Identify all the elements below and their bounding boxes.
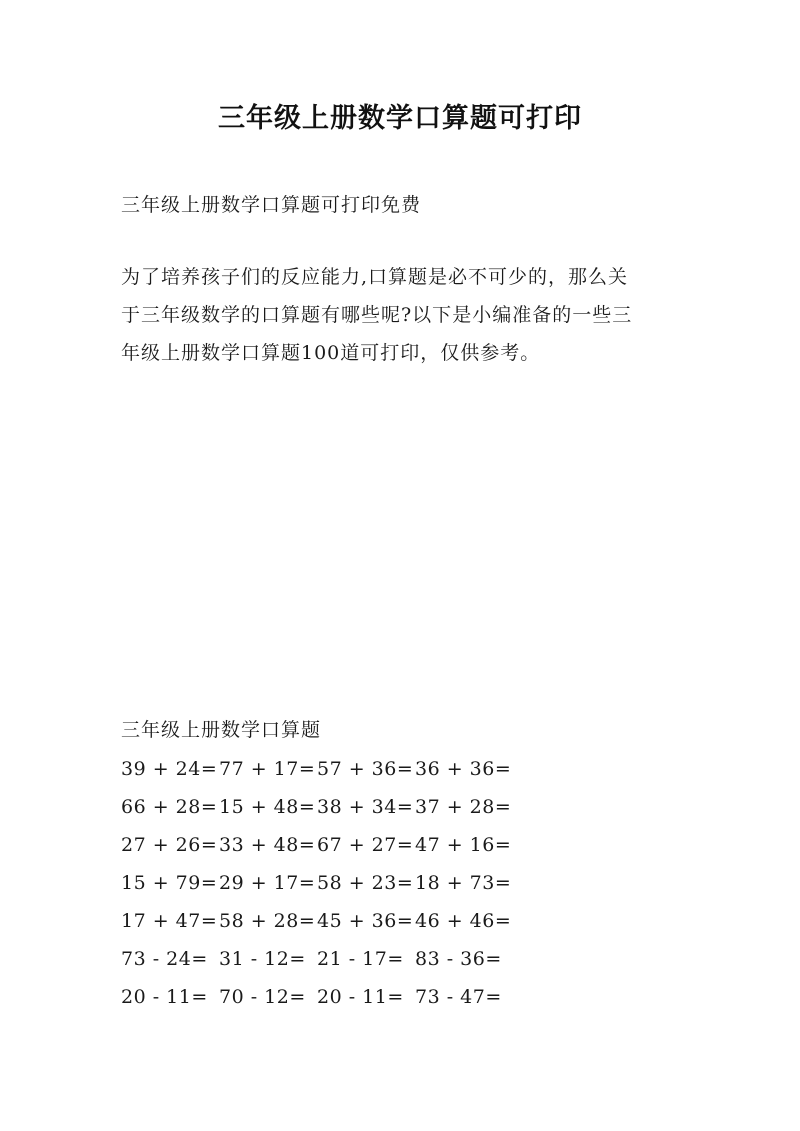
problem-item: 15 + 79=: [121, 872, 218, 894]
problem-item: 29 + 17=: [219, 872, 316, 894]
document-subtitle: 三年级上册数学口算题可打印免费: [121, 194, 422, 216]
problem-item: 33 + 48=: [219, 834, 316, 856]
problem-row: [121, 864, 513, 902]
intro-paragraph: [121, 258, 681, 372]
problem-item: 20 - 11=: [121, 986, 208, 1008]
problem-item: 70 - 12=: [219, 986, 306, 1008]
intro-line: 年级上册数学口算题100道可打印，仅供参考。: [121, 342, 541, 364]
problem-item: 67 + 27=: [317, 834, 414, 856]
problem-item: 17 + 47=: [121, 910, 218, 932]
problem-grid: [121, 750, 513, 1016]
problem-item: 27 + 26=: [121, 834, 218, 856]
document-title: 三年级上册数学口算题可打印: [218, 103, 582, 134]
problem-item: 21 - 17=: [317, 948, 404, 970]
intro-line: 于三年级数学的口算题有哪些呢?以下是小编准备的一些三: [121, 304, 633, 326]
problem-row: [121, 788, 513, 826]
problem-item: 66 + 28=: [121, 796, 218, 818]
problem-item: 46 + 46=: [415, 910, 512, 932]
problem-item: 37 + 28=: [415, 796, 512, 818]
problem-item: 47 + 16=: [415, 834, 512, 856]
problem-item: 38 + 34=: [317, 796, 414, 818]
problem-row: [121, 978, 513, 1016]
problem-row: [121, 750, 513, 788]
problem-item: 31 - 12=: [219, 948, 306, 970]
problem-item: 73 - 47=: [415, 986, 502, 1008]
problem-row: [121, 940, 513, 978]
problem-row: [121, 826, 513, 864]
problem-item: 36 + 36=: [415, 758, 512, 780]
problem-item: 15 + 48=: [219, 796, 316, 818]
section-title: 三年级上册数学口算题: [121, 719, 322, 741]
problem-item: 39 + 24=: [121, 758, 218, 780]
problem-item: 58 + 28=: [219, 910, 316, 932]
problem-item: 20 - 11=: [317, 986, 404, 1008]
problem-item: 45 + 36=: [317, 910, 414, 932]
problem-item: 83 - 36=: [415, 948, 502, 970]
problem-row: [121, 902, 513, 940]
problem-item: 58 + 23=: [317, 872, 414, 894]
intro-line: 为了培养孩子们的反应能力,口算题是必不可少的，那么关: [121, 266, 629, 288]
problem-item: 57 + 36=: [317, 758, 414, 780]
problem-item: 77 + 17=: [219, 758, 316, 780]
problem-item: 73 - 24=: [121, 948, 208, 970]
problem-item: 18 + 73=: [415, 872, 512, 894]
